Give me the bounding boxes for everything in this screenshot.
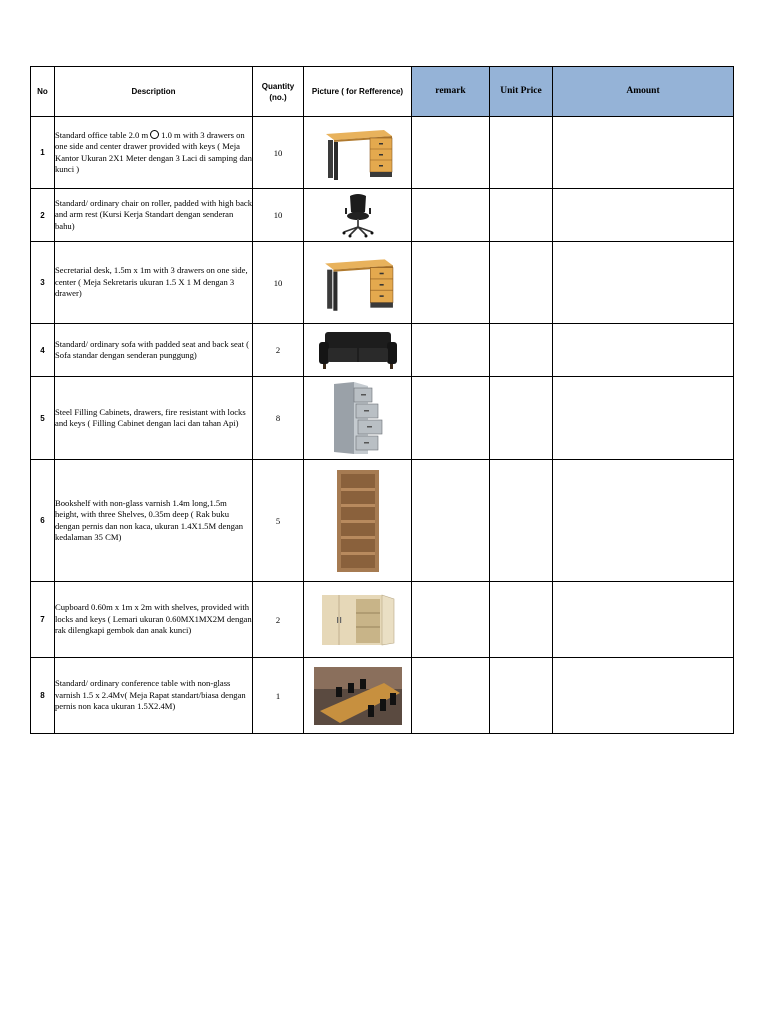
header-amount: Amount [553, 67, 734, 117]
table-row [31, 189, 734, 242]
row-quantity: 2 [253, 582, 304, 658]
row-description [55, 117, 253, 189]
sofa-icon [317, 328, 399, 372]
circle-symbol-icon [150, 130, 159, 139]
header-description: Description [55, 67, 253, 117]
header-picture: Picture ( for Refference) [304, 67, 412, 117]
row-amount [553, 377, 734, 460]
row-remark [412, 324, 490, 377]
row-quantity: 1 [253, 658, 304, 734]
row-amount [553, 117, 734, 189]
row-quantity: 5 [253, 460, 304, 582]
row-unit-price [490, 460, 553, 582]
office-chair-icon [338, 192, 378, 238]
row-description: Cupboard 0.60m x 1m x 2m with shelves, provided with locks and keys ( Lemari ukuran 0.60MX1MX2M dengan rak dilengkapi gembok dan anak kunci) [55, 582, 253, 658]
row-number: 5 [31, 377, 55, 460]
row-number: 6 [31, 460, 55, 582]
row-description: Bookshelf with non-glass varnish 1.4m long,1.5m height, with three Shelves, 0.35m deep ( Rak buku dengan pernis dan non kaca, ukuran 1.4X1.5M dengan kedalaman 35 CM) [55, 460, 253, 582]
row-number: 4 [31, 324, 55, 377]
row-number: 2 [31, 189, 55, 242]
office-desk-icon [322, 124, 394, 182]
row-picture [304, 377, 412, 460]
table-row [31, 582, 734, 658]
row-remark [412, 582, 490, 658]
row-picture [304, 117, 412, 189]
furniture-table [30, 66, 734, 734]
row-picture [304, 324, 412, 377]
row-amount [553, 658, 734, 734]
row-amount [553, 582, 734, 658]
row-unit-price [490, 117, 553, 189]
table-row [31, 460, 734, 582]
row-unit-price [490, 658, 553, 734]
table-row [31, 242, 734, 324]
table-row [31, 658, 734, 734]
row-number: 7 [31, 582, 55, 658]
row-description-part-b: 1.0 m with 3 drawers on one side and center drawer provided with keys ( Meja Kantor Ukuran 2X1 Meter dengan 3 Laci di samping dan kunci ) [55, 129, 252, 174]
row-description: Secretarial desk, 1.5m x 1m with 3 drawers on one side, center ( Meja Sekretaris ukuran 1.5 X 1 M dengan 3 drawer) [55, 242, 253, 324]
row-description: Standard/ ordinary conference table with non-glass varnish 1.5 x 2.4Mv( Meja Rapat standart/biasa dengan pernis non kaca ukuran 1.5X2.4M) [55, 658, 253, 734]
cupboard-icon [316, 591, 400, 649]
header-remark: remark [412, 67, 490, 117]
row-quantity: 10 [253, 117, 304, 189]
bookshelf-icon [333, 468, 383, 574]
row-description-part-a: Standard office table 2.0 m [55, 129, 149, 140]
secretarial-desk-icon [321, 253, 395, 313]
table-row [31, 324, 734, 377]
header-quantity [253, 67, 304, 117]
row-remark [412, 242, 490, 324]
header-quantity-label: Quantity [261, 81, 295, 91]
row-picture [304, 582, 412, 658]
row-remark [412, 189, 490, 242]
table-row [31, 117, 734, 189]
table-row [31, 377, 734, 460]
row-number: 8 [31, 658, 55, 734]
row-quantity: 8 [253, 377, 304, 460]
row-amount [553, 189, 734, 242]
row-unit-price [490, 242, 553, 324]
row-quantity: 2 [253, 324, 304, 377]
conference-table-icon [314, 667, 402, 725]
row-remark [412, 658, 490, 734]
row-remark [412, 377, 490, 460]
row-picture [304, 189, 412, 242]
filing-cabinet-icon [330, 380, 386, 456]
row-description: Standard/ ordinary sofa with padded seat and back seat ( Sofa standar dengan senderan punggung) [55, 324, 253, 377]
row-unit-price [490, 377, 553, 460]
row-remark [412, 460, 490, 582]
row-unit-price [490, 324, 553, 377]
row-remark [412, 117, 490, 189]
row-amount [553, 460, 734, 582]
row-quantity: 10 [253, 189, 304, 242]
row-unit-price [490, 189, 553, 242]
header-no: No [31, 67, 55, 117]
row-description: Standard/ ordinary chair on roller, padded with high back and arm rest (Kursi Kerja Standart dengan senderan bahu) [55, 189, 253, 242]
row-description: Steel Filling Cabinets, drawers, fire resistant with locks and keys ( Filling Cabinet dengan laci dan tahan Api) [55, 377, 253, 460]
header-unit-price: Unit Price [490, 67, 553, 117]
row-unit-price [490, 582, 553, 658]
row-picture [304, 242, 412, 324]
row-quantity: 10 [253, 242, 304, 324]
row-number: 1 [31, 117, 55, 189]
row-picture [304, 658, 412, 734]
header-quantity-unit: (no.) [269, 92, 287, 102]
row-picture [304, 460, 412, 582]
row-amount [553, 324, 734, 377]
header-row [31, 67, 734, 117]
row-number: 3 [31, 242, 55, 324]
row-amount [553, 242, 734, 324]
